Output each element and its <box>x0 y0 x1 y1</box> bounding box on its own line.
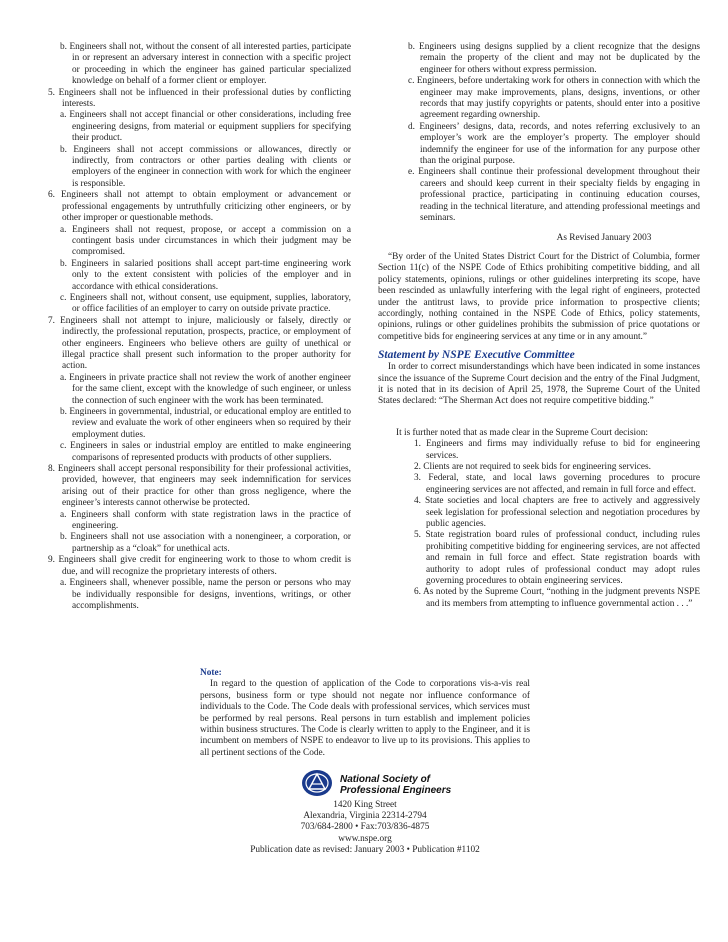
left-column <box>48 42 351 612</box>
contact-block <box>200 800 530 856</box>
clause-5a: a. Engineers shall not accept financial or other considerations, including free engineering designs, from material or equipment suppliers for specifying their product. <box>60 110 351 144</box>
clause-5: 5. Engineers shall not be influenced in their professional duties by conflicting interests. <box>48 87 351 110</box>
clause-7b: b. Engineers in governmental, industrial, or educational employ are entitled to review and evaluate the work of other engineers when so required by their employment duties. <box>60 407 351 440</box>
clause-9b: b. Engineers using designs supplied by a client recognize that the designs remain the property of the client and may not be duplicated by the engineer for others without express permission. <box>408 42 700 75</box>
website-link[interactable]: www.nspe.org <box>338 833 392 844</box>
right-column <box>378 42 700 610</box>
revision-date: As Revised January 2003 <box>556 232 652 243</box>
clause-9: 9. Engineers shall give credit for engineering work to those to whom credit is due, and will recognize the proprietary interests of others. <box>48 555 351 577</box>
clause-8: 8. Engineers shall accept personal responsibility for their professional activities, provided, however, that engineers may seek indemnification for services arising out of their practice for other than gross negligence, where the engineer’s interests cannot otherwise be protected. <box>48 464 351 509</box>
clause-6c: c. Engineers shall not, without consent, use equipment, supplies, laboratory, or office facilities of an employer to carry on outside private practice. <box>60 292 351 315</box>
logo-line-1: National Society of <box>340 774 431 785</box>
nspe-logo <box>300 770 451 800</box>
clause-4b: b. Engineers shall not, without the consent of all interested parties, participate in or represent an adversary interest in connection with a specific project or proceeding in which the engineer has gained particular specialized knowledge on behalf of a former client or employer. <box>60 42 351 87</box>
street-address: 1420 King Street <box>333 800 397 810</box>
clause-6a: a. Engineers shall not request, propose, or accept a commission on a contingent basis under circumstances in which their judgment may be compromised. <box>60 224 351 258</box>
clause-9c: c. Engineers, before undertaking work for others in connection with which the engineer may make improvements, plans, designs, inventions, or other records that may justify copyrights or patents, should enter into a positive agreement regarding ownership. <box>408 76 700 121</box>
statement-heading: Statement by NSPE Executive Committee <box>378 349 575 362</box>
note-body: In regard to the question of application of the Code to corporations vis-a-vis real persons, business form or type should not negate nor influence conformance of individuals to the Code. The Code deals with professional services, which services must be performed by real persons. Real persons in turn establish and implement policies within business structures. The Code is clearly written to apply to the Engineer, and it is incumbent on members of NSPE to endeavor to live up to its provisions. This applies to all pertinent sections of the Code. <box>200 679 530 758</box>
phone-fax: 703/684-2800 • Fax:703/836-4875 <box>300 822 430 833</box>
clause-7a: a. Engineers in private practice shall not review the work of another engineer for the same client, except with the knowledge of such engineer, or unless the connection of such engineer with the work has been terminated. <box>60 372 351 406</box>
notes-intro: It is further noted that as made clear in the Supreme Court decision: <box>396 427 648 438</box>
note-item: 2. Clients are not required to seek bids for engineering services. <box>414 462 651 472</box>
note-item: 3. Federal, state, and local laws governing procedures to procure engineering services are not affected, and remain in full force and effect. <box>414 473 700 495</box>
logo-wordmark <box>340 774 451 796</box>
note-label: Note: <box>200 668 222 678</box>
clause-8b: b. Engineers shall not use association with a nonengineer, a corporation, or partnership as a “cloak” for unethical acts. <box>60 532 351 554</box>
clause-5b: b. Engineers shall not accept commissions or allowances, directly or indirectly, from contractors or other parties dealing with clients or employers of the engineer in connection with work for which the engineer is responsible. <box>60 144 351 189</box>
clause-9d: d. Engineers’ designs, data, records, and notes referring exclusively to an employer’s work are the employer’s property. The employer should indemnify the engineer for use of the information for any purpose other than the original purpose. <box>408 121 700 167</box>
clause-9a: a. Engineers shall, whenever possible, name the person or persons who may be individually responsible for designs, inventions, writings, or other accomplishments. <box>60 578 351 611</box>
clause-7c: c. Engineers in sales or industrial employ are entitled to make engineering comparisons of represented products with products of other suppliers. <box>60 441 351 463</box>
clause-8a: a. Engineers shall conform with state registration laws in the practice of engineering. <box>60 509 351 532</box>
supreme-court-notes <box>378 428 700 611</box>
corporate-application-note <box>200 668 530 759</box>
clause-7: 7. Engineers shall not attempt to injure, maliciously or falsely, directly or indirectly, the professional reputation, prospects, practice, or employment of other engineers. Engineers who believe others are guilty of unethical or illegal practice shall present such information to the proper authority for action. <box>48 315 351 372</box>
clause-9e: e. Engineers shall continue their professional development throughout their careers and should keep current in their specialty fields by engaging in professional practice, participating in continuing education courses, reading in the technical literature, and attending professional meetings and seminars. <box>408 167 700 224</box>
court-order-quote: “By order of the United States District Court for the District of Columbia, former Section 11(c) of the NSPE Code of Ethics prohibiting competitive bidding, and all policy statements, opinions, rulings or other guidelines interpreting its scope, have been rescinded as unlawfully interfering with the legal right of engineers, protected under the antitrust laws, to provide price information to prospective clients; accordingly, nothing contained in the NSPE Code of Ethics, policy statements, opinions, rulings or other guidelines prohibits the submission of price quotations or competitive bids for engineering services at any time or in any amount.” <box>378 251 700 342</box>
logo-line-2: Professional Engineers <box>340 785 452 796</box>
note-item: 6. As noted by the Supreme Court, “nothing in the judgment prevents NSPE and its members from attempting to influence governmental action . . .” <box>414 587 700 609</box>
nspe-seal-icon <box>300 768 334 802</box>
note-item: 4. State societies and local chapters are free to actively and aggressively seek legislation for professional selection and negotiation procedures by public agencies. <box>414 496 700 530</box>
clause-6: 6. Engineers shall not attempt to obtain employment or advancement or professional engagements by untruthfully criticizing other engineers, or by other improper or questionable methods. <box>48 190 351 224</box>
publication-info: Publication date as revised: January 2003 • Publication #1102 <box>250 844 480 855</box>
clause-6b: b. Engineers in salaried positions shall accept part-time engineering work only to the extent consistent with policies of the employer and in accordance with ethical considerations. <box>60 258 351 292</box>
statement-body: In order to correct misunderstandings which have been indicated in some instances since the issuance of the Supreme Court decision and the entry of the Final Judgment, it is noted that in its decision of April 25, 1978, the Supreme Court of the United States declared: “The Sherman Act does not require competitive bidding.” <box>378 362 700 407</box>
city-address: Alexandria, Virginia 22314-2794 <box>303 811 427 822</box>
note-item: 5. State registration board rules of professional conduct, including rules prohibiting competitive bidding for engineering services, are not affected and remain in full force and effect. State registration boards with authority to adopt rules of professional conduct may adopt rules governing procedures to obtain engineering services. <box>414 530 700 587</box>
note-item: 1. Engineers and firms may individually refuse to bid for engineering services. <box>414 439 700 461</box>
